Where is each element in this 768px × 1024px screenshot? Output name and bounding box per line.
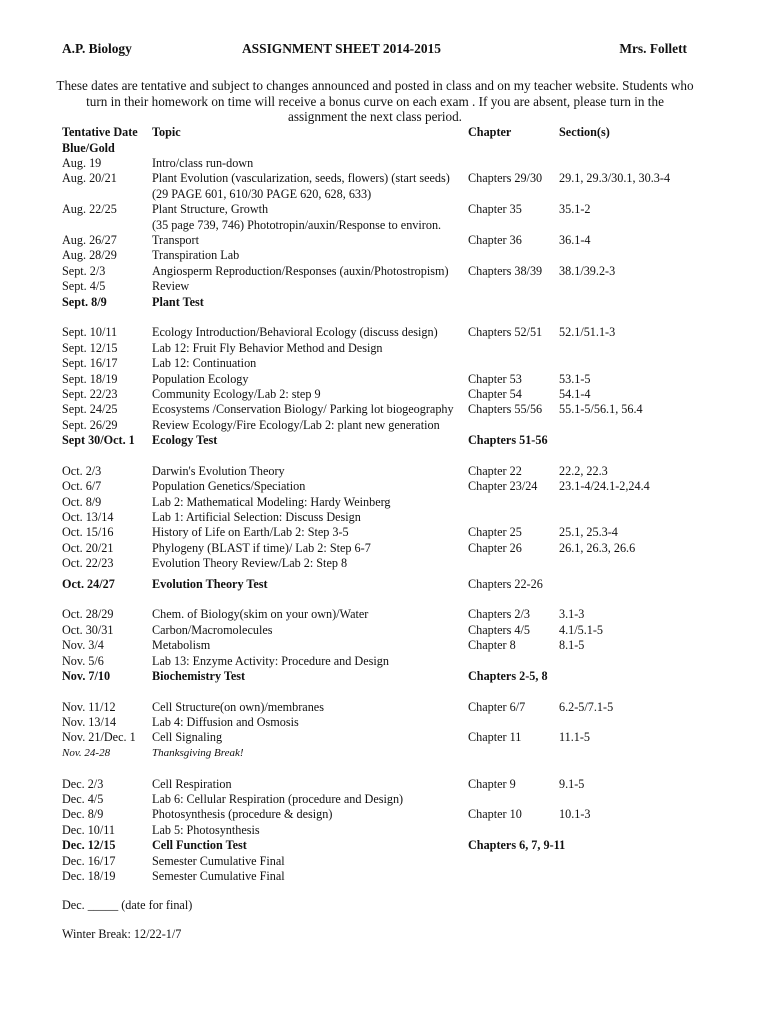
row-topic: History of Life on Earth/Lab 2: Step 3-5 [152,525,349,540]
row-topic: Angiosperm Reproduction/Responses (auxin/Photostropism) [152,263,449,278]
row-topic [152,171,450,202]
column-header-topic: Topic [152,125,181,139]
row-section: 9.1-5 [559,776,585,791]
table-row [62,807,702,822]
table-row [62,700,702,715]
row-date: Dec. 16/17 [62,853,116,868]
header [62,41,687,59]
row-topic: Intro/class run-down [152,156,254,170]
row-section: 35.1-2 [559,202,591,217]
row-topic: Lab 4: Diffusion and Osmosis [152,715,299,730]
winter-break-note: Winter Break: 12/22-1/7 [62,927,182,941]
table-row [62,638,702,653]
table-row [62,854,702,869]
table-row [62,777,702,792]
table-row [62,156,702,171]
teacher-name: Mrs. Follett [619,41,687,56]
row-chapter: Chapters 6, 7, 9-11 [468,838,566,853]
row-date: Aug. 26/27 [62,232,117,247]
row-topic: Carbon/Macromolecules [152,622,273,637]
row-topic: Biochemistry Test [152,668,246,683]
row-section: 25.1, 25.3-4 [559,525,618,540]
row-section: 53.1-5 [559,371,591,386]
table-row [62,264,702,279]
row-date: Sept. 8/9 [62,294,107,309]
row-date: Dec. 18/19 [62,869,116,883]
row-section: 55.1-5/56.1, 56.4 [559,402,643,417]
row-chapter: Chapters 38/39 [468,263,543,278]
row-topic: Lab 2: Mathematical Modeling: Hardy Weinberg [152,494,391,509]
row-date: Nov. 24-28 [62,746,111,759]
row-chapter: Chapters 51-56 [468,433,548,448]
row-topic-line: (29 PAGE 601, 610/30 PAGE 620, 628, 633) [152,186,372,201]
row-topic [152,202,441,233]
row-section: 4.1/5.1-5 [559,622,604,637]
table-row [62,623,702,638]
row-date: Nov. 3/4 [62,638,104,653]
row-date: Oct. 24/27 [62,576,115,591]
row-topic-line: Plant Structure, Growth [152,202,269,217]
row-chapter: Chapter 35 [468,202,522,217]
row-section: 29.1, 29.3/30.1, 30.3-4 [559,171,671,186]
row-date: Nov. 21/Dec. 1 [62,730,136,745]
table-row-test [62,669,702,684]
table-row-break [62,746,702,761]
row-chapter: Chapter 36 [468,232,522,247]
row-topic: Lab 13: Enzyme Activity: Procedure and Design [152,653,389,668]
row-date: Aug. 20/21 [62,171,117,186]
table-row [62,279,702,294]
column-header-date-sub: Blue/Gold [62,141,115,155]
row-topic: Cell Signaling [152,730,223,745]
table-row [62,325,702,340]
row-chapter: Chapter 9 [468,776,516,791]
row-chapter: Chapters 55/56 [468,402,543,417]
row-topic: Cell Respiration [152,776,232,791]
table-row [62,171,702,202]
intro-paragraph: These dates are tentative and subject to changes announced and posted in class and on my teacher website. Students who turn in their homework on time will receive a bonus curve on each exam . If you are absent, please turn in the assignment the next class period. [56,78,694,125]
table-row [62,792,702,807]
row-topic: Transpiration Lab [152,248,240,263]
row-date: Dec. 12/15 [62,838,116,853]
row-chapter: Chapter 6/7 [468,699,526,714]
row-chapter: Chapter 11 [468,730,522,745]
row-chapter: Chapter 26 [468,540,522,555]
row-section: 54.1-4 [559,386,591,401]
row-chapter: Chapter 23/24 [468,479,538,494]
row-date: Oct. 30/31 [62,622,114,637]
table-row [62,387,702,402]
column-header-date: Tentative Date [62,125,138,139]
row-section: 11.1-5 [559,730,591,745]
table-row [62,341,702,356]
row-date: Sept. 16/17 [62,356,118,371]
row-topic: Lab 5: Photosynthesis [152,822,260,837]
row-topic: Population Ecology [152,371,249,386]
table-row [62,372,702,387]
row-date: Sept 30/Oct. 1 [62,433,135,448]
row-date: Aug. 28/29 [62,248,117,263]
row-topic: Review Ecology/Fire Ecology/Lab 2: plant new generation [152,417,440,432]
schedule-table [62,156,702,884]
row-topic: Lab 12: Continuation [152,356,257,371]
row-topic: Semester Cumulative Final [152,869,285,883]
table-row [62,654,702,669]
row-topic: Ecosystems /Conservation Biology/ Parking lot biogeography [152,402,454,417]
row-section: 38.1/39.2-3 [559,263,616,278]
row-chapter: Chapters 52/51 [468,325,543,340]
row-chapter: Chapter 25 [468,525,522,540]
table-row [62,356,702,371]
table-row [62,464,702,479]
row-chapter: Chapters 22-26 [468,576,543,591]
row-topic: Thanksgiving Break! [152,746,244,759]
row-date: Aug. 22/25 [62,202,117,217]
row-date: Oct. 22/23 [62,556,114,571]
row-date: Sept. 22/23 [62,386,118,401]
row-date: Oct. 13/14 [62,510,114,525]
row-topic: Lab 6: Cellular Respiration (procedure and Design) [152,792,404,807]
row-topic: Community Ecology/Lab 2: step 9 [152,386,321,401]
row-topic: Lab 1: Artificial Selection: Discuss Design [152,510,361,525]
row-section: 22.2, 22.3 [559,463,608,478]
row-section: 3.1-3 [559,607,585,622]
table-row [62,495,702,510]
row-topic: Plant Test [152,294,204,309]
row-chapter: Chapters 29/30 [468,171,543,186]
table-row [62,248,702,263]
row-date: Oct. 15/16 [62,525,114,540]
table-row [62,541,702,556]
row-date: Sept. 24/25 [62,402,118,417]
row-section: 36.1-4 [559,232,591,247]
row-chapter: Chapters 2-5, 8 [468,668,548,683]
row-topic: Ecology Introduction/Behavioral Ecology (discuss design) [152,325,438,340]
row-chapter: Chapters 2/3 [468,607,530,622]
row-date: Dec. 10/11 [62,822,116,837]
row-date: Oct. 20/21 [62,540,114,555]
row-date: Nov. 7/10 [62,668,111,683]
table-row [62,510,702,525]
table-row [62,730,702,745]
row-topic: Semester Cumulative Final [152,853,285,868]
row-date: Nov. 5/6 [62,653,104,668]
row-topic: Phylogeny (BLAST if time)/ Lab 2: Step 6-7 [152,540,371,555]
row-section: 52.1/51.1-3 [559,325,616,340]
table-row [62,869,702,884]
row-topic: Lab 12: Fruit Fly Behavior Method and Design [152,340,383,355]
table-row-test [62,433,702,448]
row-date: Sept. 4/5 [62,279,106,294]
column-header-section: Section(s) [559,125,610,139]
row-date: Dec. 2/3 [62,776,104,791]
table-row [62,233,702,248]
table-row [62,823,702,838]
row-chapter: Chapters 4/5 [468,622,530,637]
row-date: Dec. 4/5 [62,792,104,807]
row-section: 23.1-4/24.1-2,24.4 [559,479,650,494]
row-chapter: Chapter 54 [468,386,522,401]
row-chapter: Chapter 22 [468,463,522,478]
row-date: Oct. 28/29 [62,607,114,622]
row-section: 6.2-5/7.1-5 [559,699,614,714]
row-chapter: Chapter 10 [468,807,522,822]
row-topic: Cell Structure(on own)/membranes [152,699,324,714]
row-date: Nov. 13/14 [62,715,117,730]
row-date: Sept. 2/3 [62,263,106,278]
row-section: 26.1, 26.3, 26.6 [559,540,636,555]
row-date: Oct. 6/7 [62,479,102,494]
row-topic: Review [152,279,190,294]
row-date: Oct. 2/3 [62,463,102,478]
document-title: ASSIGNMENT SHEET 2014-2015 [242,41,441,56]
course-name: A.P. Biology [62,41,132,56]
row-topic-line: (35 page 739, 746) Phototropin/auxin/Response to environ. [152,217,442,232]
row-topic: Chem. of Biology(skim on your own)/Water [152,607,369,622]
row-date: Nov. 11/12 [62,699,116,714]
row-date: Sept. 12/15 [62,340,118,355]
row-date: Dec. 8/9 [62,807,104,822]
row-date: Sept. 10/11 [62,325,118,340]
row-chapter: Chapter 53 [468,371,522,386]
row-chapter: Chapter 8 [468,638,516,653]
row-topic: Ecology Test [152,433,218,448]
table-row [62,607,702,622]
row-date: Sept. 26/29 [62,417,118,432]
table-row [62,525,702,540]
table-row-test [62,838,702,853]
table-row [62,479,702,494]
table-row-test [62,577,702,592]
row-topic: Photosynthesis (procedure & design) [152,807,333,822]
row-topic-line: Plant Evolution (vascularization, seeds, flowers) (start seeds) [152,171,450,186]
row-topic: Population Genetics/Speciation [152,479,306,494]
row-topic: Metabolism [152,638,211,653]
row-topic: Cell Function Test [152,838,247,853]
row-topic: Evolution Theory Test [152,576,268,591]
row-topic: Transport [152,232,199,247]
table-row-test [62,295,702,310]
table-row [62,715,702,730]
row-date: Sept. 18/19 [62,371,118,386]
column-header-chapter: Chapter [468,125,512,139]
row-section: 10.1-3 [559,807,591,822]
row-topic: Evolution Theory Review/Lab 2: Step 8 [152,556,348,571]
row-section: 8.1-5 [559,638,585,653]
table-row [62,202,702,233]
final-date-note: Dec. _____ (date for final) [62,898,193,912]
row-topic: Darwin's Evolution Theory [152,463,285,478]
row-date: Oct. 8/9 [62,494,102,509]
table-row [62,402,702,417]
row-date: Aug. 19 [62,156,102,170]
table-row [62,418,702,433]
table-row [62,556,702,571]
